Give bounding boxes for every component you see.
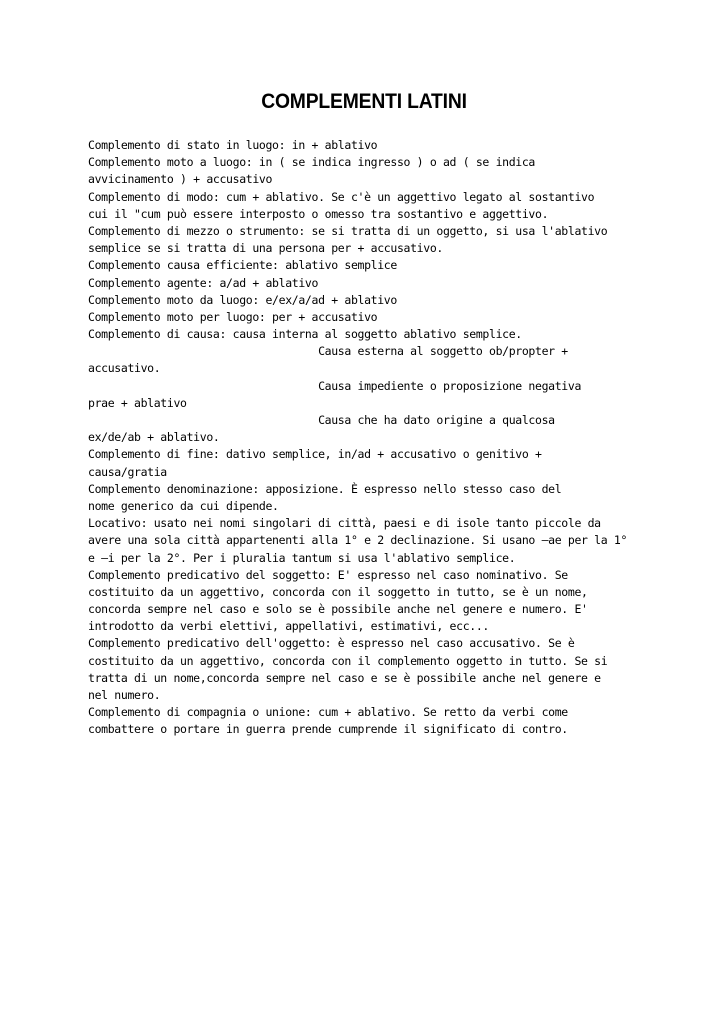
text-line: Complemento moto per luogo: per + accusativo — [88, 309, 378, 324]
document-body — [88, 137, 644, 739]
text-line: Complemento di fine: dativo semplice, in/ad + accusativo o genitivo + — [88, 447, 542, 462]
text-line: costituito da un aggettivo, concorda con il complemento oggetto in tutto. Se si — [88, 653, 608, 668]
text-line: avere una sola città appartenenti alla 1° e 2 declinazione. Si usano –ae per la 1° — [88, 533, 628, 548]
text-line: Complemento moto da luogo: e/ex/a/ad + ablativo — [88, 292, 397, 307]
document-title: COMPLEMENTI LATINI — [261, 90, 467, 113]
text-line: Causa che ha dato origine a qualcosa — [88, 413, 555, 427]
text-line: tratta di un nome,concorda sempre nel caso e se è possibile anche nel genere e — [88, 670, 601, 685]
text-line: Complemento predicativo dell'oggetto: è espresso nel caso accusativo. Se è — [88, 636, 575, 651]
text-line: causa/gratia — [88, 464, 167, 479]
text-line: Complemento di compagnia o unione: cum + ablativo. Se retto da verbi come — [88, 705, 568, 720]
text-line: avvicinamento ) + accusativo — [88, 172, 273, 187]
text-line: concorda sempre nel caso e solo se è possibile anche nel genere e numero. E' — [88, 602, 588, 617]
text-line: Complemento denominazione: apposizione. È espresso nello stesso caso del — [88, 481, 562, 496]
text-line: accusativo. — [88, 361, 161, 376]
text-line: Complemento di mezzo o strumento: se si tratta di un oggetto, si usa l'ablativo — [88, 223, 608, 238]
text-line: nome generico da cui dipende. — [88, 498, 279, 513]
text-line: Complemento predicativo del soggetto: E' espresso nel caso nominativo. Se — [88, 567, 568, 582]
text-line: introdotto da verbi elettivi, appellativi, estimativi, ecc... — [88, 619, 489, 634]
text-line: combattere o portare in guerra prende cumprende il significato di contro. — [88, 722, 568, 737]
text-line: Locativo: usato nei nomi singolari di città, paesi e di isole tanto piccole da — [88, 516, 601, 531]
text-line: costituito da un aggettivo, concorda con il soggetto in tutto, se è un nome, — [88, 584, 588, 599]
text-line: cui il "cum può essere interposto o omesso tra sostantivo e aggettivo. — [88, 206, 549, 221]
text-line: semplice se si tratta di una persona per + accusativo. — [88, 241, 443, 256]
text-line: Complemento causa efficiente: ablativo semplice — [88, 258, 397, 273]
text-line: Complemento moto a luogo: in ( se indica ingresso ) o ad ( se indica — [88, 155, 536, 170]
text-line: Complemento di causa: causa interna al soggetto ablativo semplice. — [88, 327, 522, 342]
text-line: Complemento di modo: cum + ablativo. Se c'è un aggettivo legato al sostantivo — [88, 189, 595, 204]
text-line: e –i per la 2°. Per i pluralia tantum si usa l'ablativo semplice. — [88, 550, 516, 565]
text-line: Complemento agente: a/ad + ablativo — [88, 275, 319, 290]
text-line: ex/de/ab + ablativo. — [88, 430, 220, 445]
text-line: Causa esterna al soggetto ob/propter + — [88, 344, 568, 359]
text-line: prae + ablativo — [88, 395, 187, 410]
text-line: Causa impediente o proposizione negativa — [88, 378, 582, 393]
text-line: Complemento di stato in luogo: in + ablativo — [88, 138, 378, 152]
text-line: nel numero. — [88, 688, 161, 702]
